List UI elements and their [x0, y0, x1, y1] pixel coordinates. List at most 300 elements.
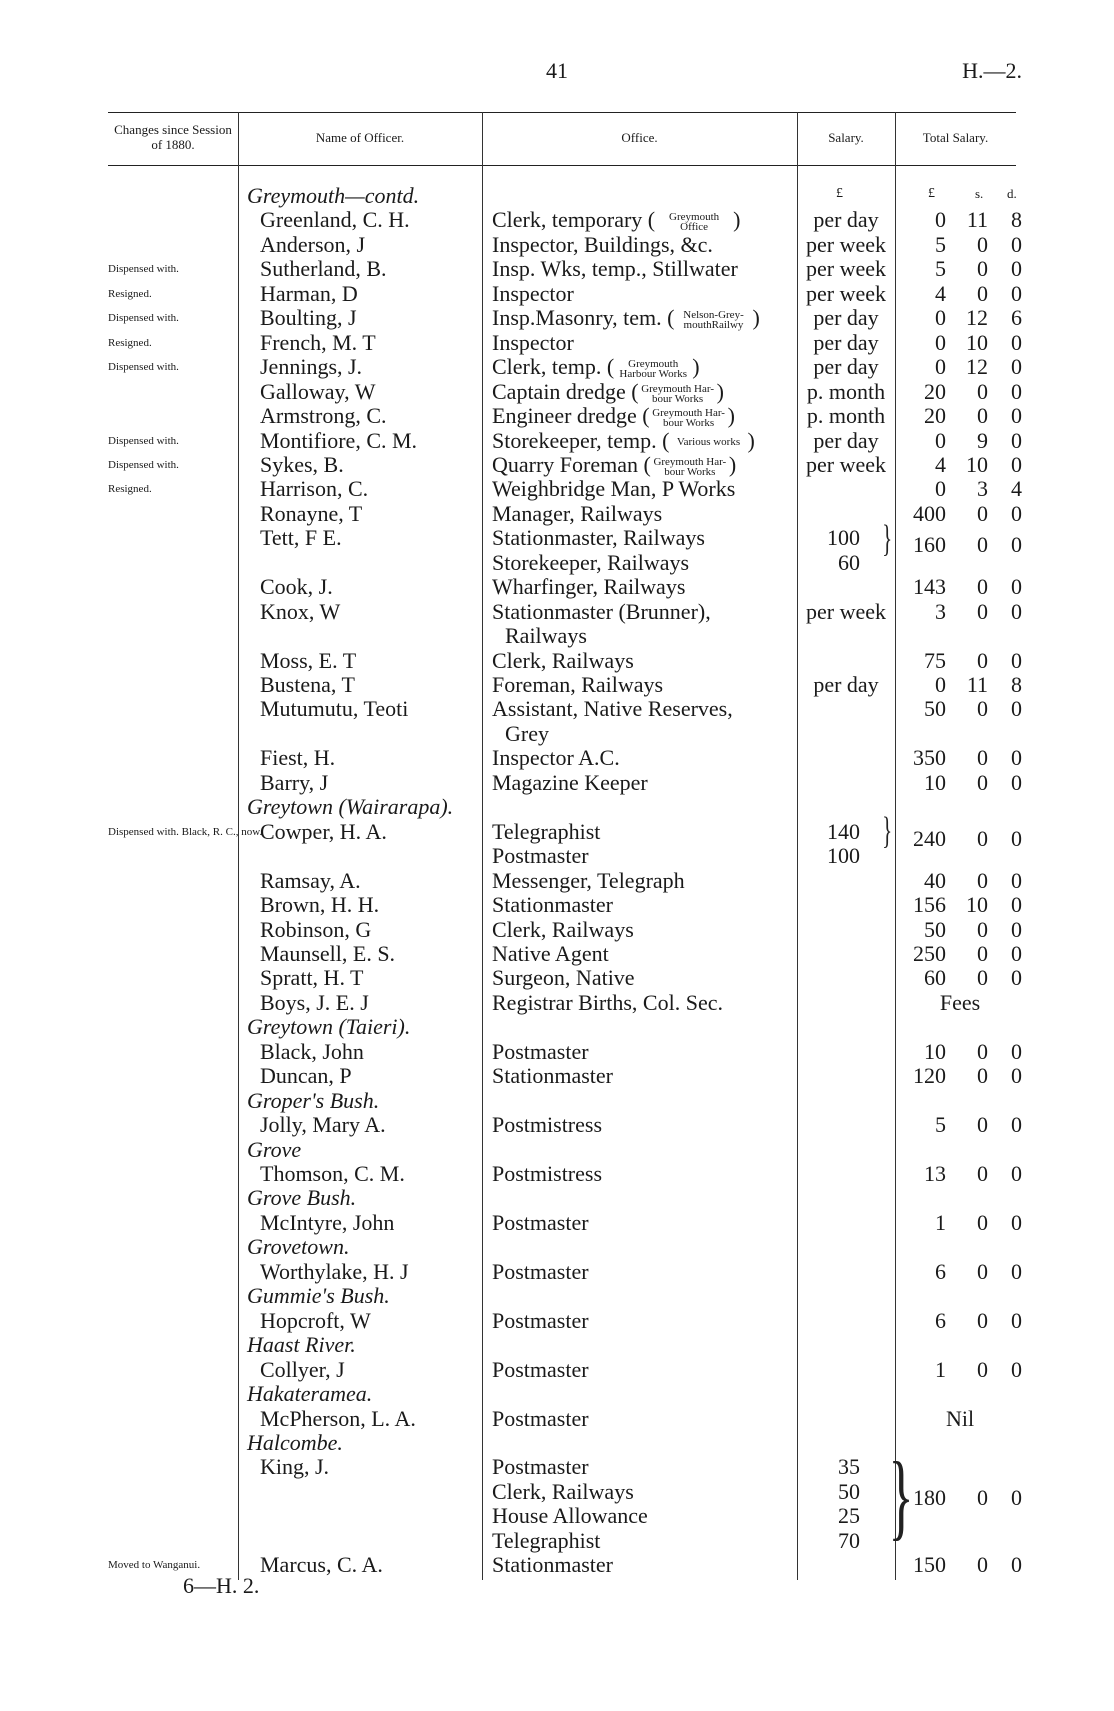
officer-name: Greenland, C. H. [260, 207, 410, 233]
total-pounds: 0 [935, 329, 946, 355]
officer-name: Ramsay, A. [260, 867, 361, 893]
total-pence: 0 [1011, 1161, 1022, 1186]
office-cell [492, 1358, 589, 1382]
total-pounds: 4 [935, 451, 946, 477]
place-heading: Groper's Bush. [247, 1087, 380, 1113]
section-heading-row [0, 795, 1114, 819]
total-shillings: 11 [966, 207, 988, 233]
salary-cell: per day [813, 329, 879, 355]
total-pounds: 400 [913, 500, 946, 526]
total-pounds: 5 [935, 1112, 946, 1138]
office-cell [492, 600, 711, 624]
officer-name: Boulting, J [260, 305, 357, 331]
table-row [0, 1211, 1114, 1235]
total-shillings: 0 [977, 1209, 988, 1235]
office-text: Postmaster [492, 1209, 589, 1235]
total-shillings: 0 [977, 598, 988, 624]
officer-name: Mutumutu, Teoti [260, 696, 409, 722]
table-row [0, 1553, 1114, 1577]
total-pence: 0 [1011, 1307, 1022, 1333]
section-heading-row [0, 1186, 1114, 1210]
office-cell [492, 1480, 634, 1504]
table-row [0, 208, 1114, 232]
office-cell [492, 331, 574, 355]
office-cell [492, 942, 609, 966]
table-row [0, 331, 1114, 355]
officer-name: Knox, W [260, 598, 341, 624]
header-name: Name of Officer. [315, 130, 405, 145]
office-cell [492, 869, 685, 893]
officer-name: Fiest, H. [260, 745, 336, 771]
salary-cell: 140 [827, 818, 860, 844]
office-text: Railways [505, 623, 587, 649]
total-pounds: 1 [935, 1209, 946, 1235]
office-text: Stationmaster [492, 1063, 613, 1089]
table-row [0, 844, 1114, 868]
office-cell [492, 1407, 589, 1431]
total-pence: 0 [1011, 280, 1022, 306]
total-pence: 0 [1011, 256, 1022, 282]
section-heading-row [0, 1382, 1114, 1406]
office-cell [492, 453, 736, 477]
total-pence: 0 [1011, 574, 1022, 600]
salary-brace: } [888, 1442, 914, 1549]
officer-name: Cowper, H. A. [260, 818, 387, 844]
office-cell [492, 1113, 602, 1137]
office-text: Postmaster [492, 1405, 589, 1431]
salary-cell: 100 [827, 843, 860, 869]
place-heading: Grove Bush. [247, 1185, 357, 1211]
officer-name: Spratt, H. T [260, 965, 364, 991]
officer-name: Maunsell, E. S. [260, 940, 396, 966]
total-shillings: 0 [977, 403, 988, 429]
total-pence: 0 [1011, 403, 1022, 429]
office-text: Native Agent [492, 940, 609, 966]
table-row [0, 1064, 1114, 1088]
total-shillings: 0 [977, 965, 988, 991]
office-cell [505, 722, 549, 746]
office-text: Stationmaster (Brunner), [492, 598, 711, 624]
officer-name: Jolly, Mary A. [260, 1112, 386, 1138]
officer-name: Collyer, J [260, 1356, 345, 1382]
page-footer: 6—H. 2. [183, 1573, 260, 1598]
total-shillings: 0 [977, 696, 988, 722]
table-row [0, 991, 1114, 1015]
table-row [0, 1162, 1114, 1186]
total-unit-pounds: £ [928, 186, 935, 201]
officer-name: Anderson, J [260, 231, 366, 257]
total-pounds: 0 [935, 354, 946, 380]
office-text: Postmaster [492, 843, 589, 869]
office-paren: ) [716, 378, 724, 404]
total-pence: 0 [1011, 1552, 1022, 1578]
office-text: Inspector, Buildings, &c. [492, 231, 713, 257]
place-heading: Grove [247, 1136, 302, 1162]
total-shillings: 0 [977, 500, 988, 526]
table-row [0, 453, 1114, 477]
office-cell [492, 404, 735, 428]
total-shillings: 0 [977, 1112, 988, 1138]
page-reference: H.—2. [962, 58, 1022, 83]
total-shillings: 0 [977, 378, 988, 404]
table-row [0, 722, 1114, 746]
total-shillings: 12 [966, 354, 988, 380]
section-heading-row [0, 1333, 1114, 1357]
officer-name: Bustena, T [260, 672, 355, 697]
office-cell [492, 306, 760, 330]
office-cell [492, 1211, 589, 1235]
change-note: Dispensed with. [108, 458, 179, 471]
salary-cell: per day [813, 427, 879, 453]
table-row [0, 551, 1114, 575]
total-shillings: 0 [977, 867, 988, 893]
office-cell [492, 1064, 613, 1088]
total-shillings: 10 [966, 892, 988, 918]
salary-unit: £ [836, 186, 843, 201]
office-text: Postmistress [492, 1112, 603, 1138]
section-heading-row [0, 1138, 1114, 1162]
office-cell [505, 624, 587, 648]
office-cell [492, 526, 705, 550]
office-cell [492, 1529, 600, 1553]
officer-name: French, M. T [260, 329, 376, 355]
total-pence: 0 [1011, 647, 1022, 673]
office-text: Captain dredge ( [492, 378, 639, 404]
total-shillings: 0 [977, 647, 988, 673]
section-heading-row [0, 1235, 1114, 1259]
table-row [0, 869, 1114, 893]
total-shillings: 0 [977, 1552, 988, 1578]
total-shillings: 0 [977, 1258, 988, 1284]
office-text: Inspector [492, 280, 574, 306]
office-cell [492, 380, 724, 404]
office-text: Engineer dredge ( [492, 403, 650, 429]
total-pounds: 50 [924, 696, 946, 722]
total-pence: 0 [1011, 696, 1022, 722]
table-row [0, 820, 1114, 844]
total-shillings: 0 [977, 1161, 988, 1186]
table-row [0, 600, 1114, 624]
total-pence: 0 [1011, 1258, 1022, 1284]
office-cell [492, 477, 735, 501]
total-pence: 0 [1011, 329, 1022, 355]
office-text: Foreman, Railways [492, 672, 664, 697]
office-text: Postmaster [492, 1038, 589, 1064]
total-pence: 8 [1011, 672, 1022, 697]
total-pounds: 0 [935, 672, 946, 697]
office-location-note: Greymouth Har- bour Works [652, 407, 725, 429]
office-text: Quarry Foreman ( [492, 451, 651, 477]
office-paren: ) [728, 451, 737, 477]
total-unit-pence: d. [1007, 186, 1017, 201]
office-cell [492, 1260, 589, 1284]
section-heading-row [0, 1015, 1114, 1039]
salary-cell: per day [813, 207, 879, 233]
office-text: Postmistress [492, 1161, 603, 1186]
total-shillings: 0 [977, 256, 988, 282]
table-row [0, 1358, 1114, 1382]
change-note: Resigned. [108, 287, 152, 300]
salary-cell: per week [805, 451, 886, 477]
table-row [0, 1260, 1114, 1284]
office-paren: ) [747, 427, 755, 453]
total-pounds: 150 [913, 1552, 946, 1578]
office-text: Telegraphist [492, 1527, 601, 1553]
office-cell [492, 771, 648, 795]
section-heading-row [0, 184, 1114, 208]
total-shillings: 0 [977, 940, 988, 966]
office-cell [492, 575, 685, 599]
total-pounds: 6 [935, 1258, 946, 1284]
table-row [0, 380, 1114, 404]
officer-name: King, J. [260, 1454, 330, 1480]
officer-name: Boys, J. E. J [260, 989, 369, 1015]
office-cell [492, 991, 723, 1015]
officer-name: Harman, D [260, 280, 358, 306]
salary-cell: 35 [838, 1454, 860, 1480]
office-text: House Allowance [492, 1503, 648, 1529]
salary-cell: per day [813, 305, 879, 331]
total-shillings: 0 [977, 1063, 988, 1089]
total-shillings: 0 [977, 1038, 988, 1064]
total-shillings: 0 [977, 280, 988, 306]
officer-name: Sutherland, B. [260, 256, 387, 282]
officer-name: Tett, F E. [260, 525, 342, 551]
total-pence: 0 [1011, 378, 1022, 404]
office-cell [492, 429, 755, 453]
office-text: Stationmaster [492, 892, 613, 918]
total-shillings: 9 [977, 427, 988, 453]
total-pounds: 3 [935, 598, 946, 624]
office-paren: ) [733, 207, 741, 233]
office-text: Inspector [492, 329, 574, 355]
officer-name: Montifiore, C. M. [260, 427, 418, 453]
total-pounds: 50 [924, 916, 946, 942]
table-row [0, 1455, 1114, 1479]
header-top-rule [108, 112, 1016, 113]
office-text: Wharfinger, Railways [492, 574, 686, 600]
total-pence: 0 [1011, 427, 1022, 453]
office-text: Storekeeper, temp. ( [492, 427, 670, 453]
officer-name: Thomson, C. M. [260, 1161, 405, 1186]
office-text: Telegraphist [492, 818, 601, 844]
office-text: Postmaster [492, 1258, 589, 1284]
officer-name: Armstrong, C. [260, 403, 387, 429]
salary-cell: 100 [827, 525, 860, 551]
office-cell [492, 649, 634, 673]
office-cell [492, 844, 589, 868]
office-text: Registrar Births, Col. Sec. [492, 989, 723, 1015]
total-pence: 0 [1011, 1209, 1022, 1235]
office-text: Assistant, Native Reserves, [492, 696, 733, 722]
total-pounds: 0 [935, 476, 946, 502]
office-cell [492, 697, 733, 721]
table-row [0, 771, 1114, 795]
officer-name: Robinson, G [260, 916, 372, 942]
total-pence: 0 [1011, 231, 1022, 257]
officer-name: Duncan, P [260, 1063, 352, 1089]
office-text: Inspector A.C. [492, 745, 620, 771]
table-row [0, 942, 1114, 966]
office-text: Stationmaster, Railways [492, 525, 705, 551]
total-shillings: 0 [977, 1307, 988, 1333]
total-shillings: 12 [966, 305, 988, 331]
officer-name: Worthylake, H. J [260, 1258, 409, 1284]
total-pence: 0 [1011, 769, 1022, 795]
office-paren: ) [752, 305, 760, 331]
salary-cell: 50 [838, 1478, 860, 1504]
change-note: Dispensed with. [108, 263, 179, 276]
total-pounds: 0 [935, 305, 946, 331]
office-text: Magazine Keeper [492, 769, 648, 795]
table-row [0, 624, 1114, 648]
salary-cell: per week [805, 280, 886, 306]
table-row [0, 257, 1114, 281]
total-shillings: 0 [977, 231, 988, 257]
total-shillings: 0 [977, 745, 988, 771]
table-row [0, 575, 1114, 599]
total-pounds: 60 [924, 965, 946, 991]
total-pounds: 13 [924, 1161, 946, 1186]
total-pounds: 5 [935, 256, 946, 282]
table-row [0, 1407, 1114, 1431]
table-row [0, 477, 1114, 501]
office-cell [492, 233, 713, 257]
office-location-note: Greymouth Harbour Works [619, 358, 688, 381]
table-row [0, 526, 1114, 550]
total-pounds: 250 [913, 940, 946, 966]
section-heading-row [0, 1089, 1114, 1113]
table-row [0, 404, 1114, 428]
header-changes: Changes since Session of 1880. [114, 122, 232, 152]
total-pounds: 10 [924, 769, 946, 795]
office-cell [492, 502, 662, 526]
office-paren: ) [727, 403, 735, 429]
total-pounds: 350 [913, 745, 946, 771]
office-cell [492, 1504, 648, 1528]
total-pounds: 156 [913, 892, 946, 918]
office-text: Grey [505, 720, 549, 746]
office-cell [492, 918, 634, 942]
header-bottom-rule [108, 165, 1016, 166]
change-note: Resigned. [108, 336, 152, 349]
office-cell [492, 746, 620, 770]
change-note: Moved to Wanganui. [108, 1559, 201, 1572]
section-heading-row [0, 1284, 1114, 1308]
office-text: Postmaster [492, 1454, 589, 1480]
place-heading: Greytown (Taieri). [247, 1014, 411, 1040]
officer-name: McIntyre, John [260, 1209, 395, 1235]
officer-name: Hopcroft, W [260, 1307, 371, 1333]
office-text: Messenger, Telegraph [492, 867, 685, 893]
office-cell [492, 282, 574, 306]
officer-name: Brown, H. H. [260, 892, 380, 918]
total-pence: 0 [1011, 867, 1022, 893]
office-text: Postmaster [492, 1356, 589, 1382]
total-pence: 0 [1011, 1356, 1022, 1382]
table-row [0, 649, 1114, 673]
place-heading: Greymouth—contd. [247, 183, 420, 208]
salary-cell: 60 [838, 549, 860, 575]
officer-name: Harrison, C. [260, 476, 369, 502]
header-salary: Salary. [828, 130, 864, 145]
officer-name: Cook, J. [260, 574, 333, 600]
office-text: Insp.Masonry, tem. ( [492, 305, 675, 331]
place-heading: Haast River. [247, 1332, 356, 1358]
office-text: Clerk, Railways [492, 647, 634, 673]
officer-name: McPherson, L. A. [260, 1405, 416, 1431]
header-office: Office. [621, 130, 658, 145]
total-pounds: 20 [924, 378, 946, 404]
total-pounds: 75 [924, 647, 946, 673]
place-heading: Gummie's Bush. [247, 1283, 390, 1309]
total-shillings: 10 [966, 451, 988, 477]
table-row [0, 1113, 1114, 1137]
table-row [0, 746, 1114, 770]
total-shillings: 0 [977, 1356, 988, 1382]
total-pence: 8 [1011, 207, 1022, 233]
office-location-note: Nelson-Grey- mouthRailwy [683, 309, 744, 332]
change-note: Dispensed with. [108, 312, 179, 325]
office-cell [492, 1455, 589, 1479]
office-paren: ) [692, 354, 700, 380]
total-pence: 0 [1011, 916, 1022, 942]
office-cell [492, 893, 613, 917]
total-pounds: 40 [924, 867, 946, 893]
office-text: Clerk, Railways [492, 1478, 634, 1504]
total-pence: 4 [1011, 476, 1022, 502]
total-note: Nil [945, 1405, 975, 1431]
office-text: Postmaster [492, 1307, 589, 1333]
total-shillings: 0 [977, 769, 988, 795]
salary-cell: per week [805, 256, 886, 282]
total-unit-shillings: s. [975, 186, 984, 201]
table-row [0, 282, 1114, 306]
change-note: Dispensed with. Black, R. C., now. [108, 825, 263, 838]
total-pounds: 0 [935, 427, 946, 453]
table-row [0, 1040, 1114, 1064]
total-pounds: 1 [935, 1356, 946, 1382]
salary-cell: 70 [838, 1527, 860, 1553]
officer-name: Ronayne, T [260, 500, 363, 526]
officer-name: Moss, E. T [260, 647, 357, 673]
header-total: Total Salary. [922, 130, 989, 145]
table-row [0, 697, 1114, 721]
total-shillings: 0 [977, 574, 988, 600]
office-cell [492, 257, 738, 281]
salary-cell: per day [813, 672, 879, 697]
change-note: Dispensed with. [108, 434, 179, 447]
salary-cell: per day [813, 354, 879, 380]
total-pence: 0 [1011, 1063, 1022, 1089]
total-pence: 0 [1011, 892, 1022, 918]
officer-name: Galloway, W [260, 378, 376, 404]
office-text: Insp. Wks, temp., Stillwater [492, 256, 738, 282]
total-pounds: 143 [913, 574, 946, 600]
office-cell [492, 1553, 613, 1577]
office-text: Weighbridge Man, P Works [492, 476, 736, 502]
office-cell [492, 1162, 602, 1186]
salary-brace: } [882, 810, 893, 852]
salary-cell: p. month [806, 378, 886, 404]
officer-name: Sykes, B. [260, 451, 344, 477]
office-text: Stationmaster [492, 1552, 613, 1578]
total-pence: 0 [1011, 965, 1022, 991]
officer-name: Black, John [260, 1038, 364, 1064]
total-pence: 0 [1011, 940, 1022, 966]
table-row [0, 306, 1114, 330]
salary-cell: p. month [806, 403, 886, 429]
